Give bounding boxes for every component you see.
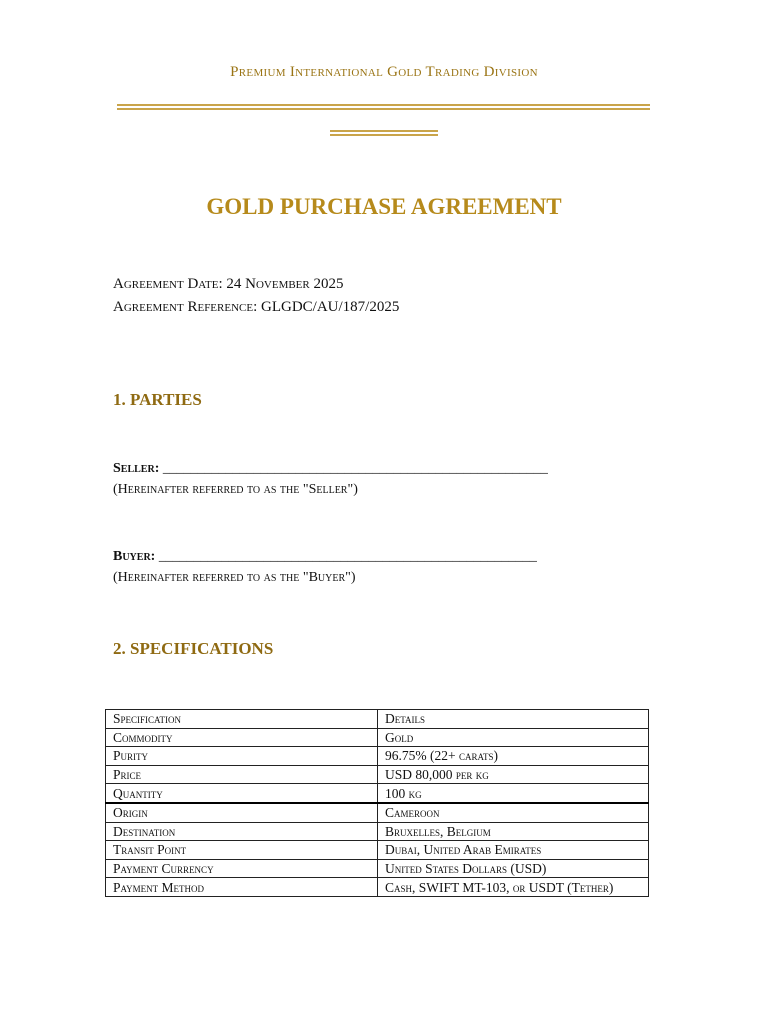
table-cell: 100 kg <box>378 784 649 803</box>
buyer-line <box>113 549 537 565</box>
seller-line <box>113 461 548 477</box>
table-row <box>106 765 649 784</box>
table-cell: Destination <box>106 822 378 841</box>
seller-blank: _______________________________________________________ <box>162 461 548 476</box>
table-cell: Payment Method <box>106 878 378 897</box>
decorative-rule-long <box>117 104 650 110</box>
header-organization: Premium International Gold Trading Division <box>230 64 538 80</box>
table-cell: Price <box>106 765 378 784</box>
table-row <box>106 822 649 841</box>
table-cell: Origin <box>106 803 378 822</box>
agreement-date: Agreement Date: 24 November 2025 <box>113 276 344 292</box>
buyer-label: Buyer: <box>113 549 156 564</box>
section-heading-parties: 1. PARTIES <box>113 390 202 409</box>
section-heading-specifications: 2. SPECIFICATIONS <box>113 639 274 658</box>
table-cell: Quantity <box>106 784 378 803</box>
buyer-blank: ______________________________________________________ <box>158 549 537 564</box>
table-row <box>106 747 649 766</box>
table-cell: Specification <box>106 710 378 729</box>
document-title: GOLD PURCHASE AGREEMENT <box>206 194 562 219</box>
seller-label: Seller: <box>113 461 160 476</box>
table-cell: Transit Point <box>106 841 378 860</box>
decorative-rule-short <box>330 130 438 136</box>
seller-note: (Hereinafter referred to as the "Seller") <box>113 482 358 497</box>
table-cell: Cameroon <box>378 803 649 822</box>
table-cell: Bruxelles, Belgium <box>378 822 649 841</box>
table-cell: USD 80,000 per kg <box>378 765 649 784</box>
table-cell: Purity <box>106 747 378 766</box>
table-row <box>106 841 649 860</box>
table-row <box>106 784 649 803</box>
table-row <box>106 728 649 747</box>
table-row <box>106 859 649 878</box>
specifications-table <box>105 709 649 897</box>
table-cell: United States Dollars (USD) <box>378 859 649 878</box>
table-row <box>106 803 649 822</box>
table-cell: Details <box>378 710 649 729</box>
table-cell: Payment Currency <box>106 859 378 878</box>
table-cell: 96.75% (22+ carats) <box>378 747 649 766</box>
buyer-note: (Hereinafter referred to as the "Buyer") <box>113 570 356 585</box>
agreement-reference: Agreement Reference: GLGDC/AU/187/2025 <box>113 299 400 315</box>
table-cell: Gold <box>378 728 649 747</box>
table-cell: Cash, SWIFT MT-103, or USDT (Tether) <box>378 878 649 897</box>
table-row <box>106 878 649 897</box>
table-row <box>106 710 649 729</box>
table-cell: Commodity <box>106 728 378 747</box>
table-cell: Dubai, United Arab Emirates <box>378 841 649 860</box>
